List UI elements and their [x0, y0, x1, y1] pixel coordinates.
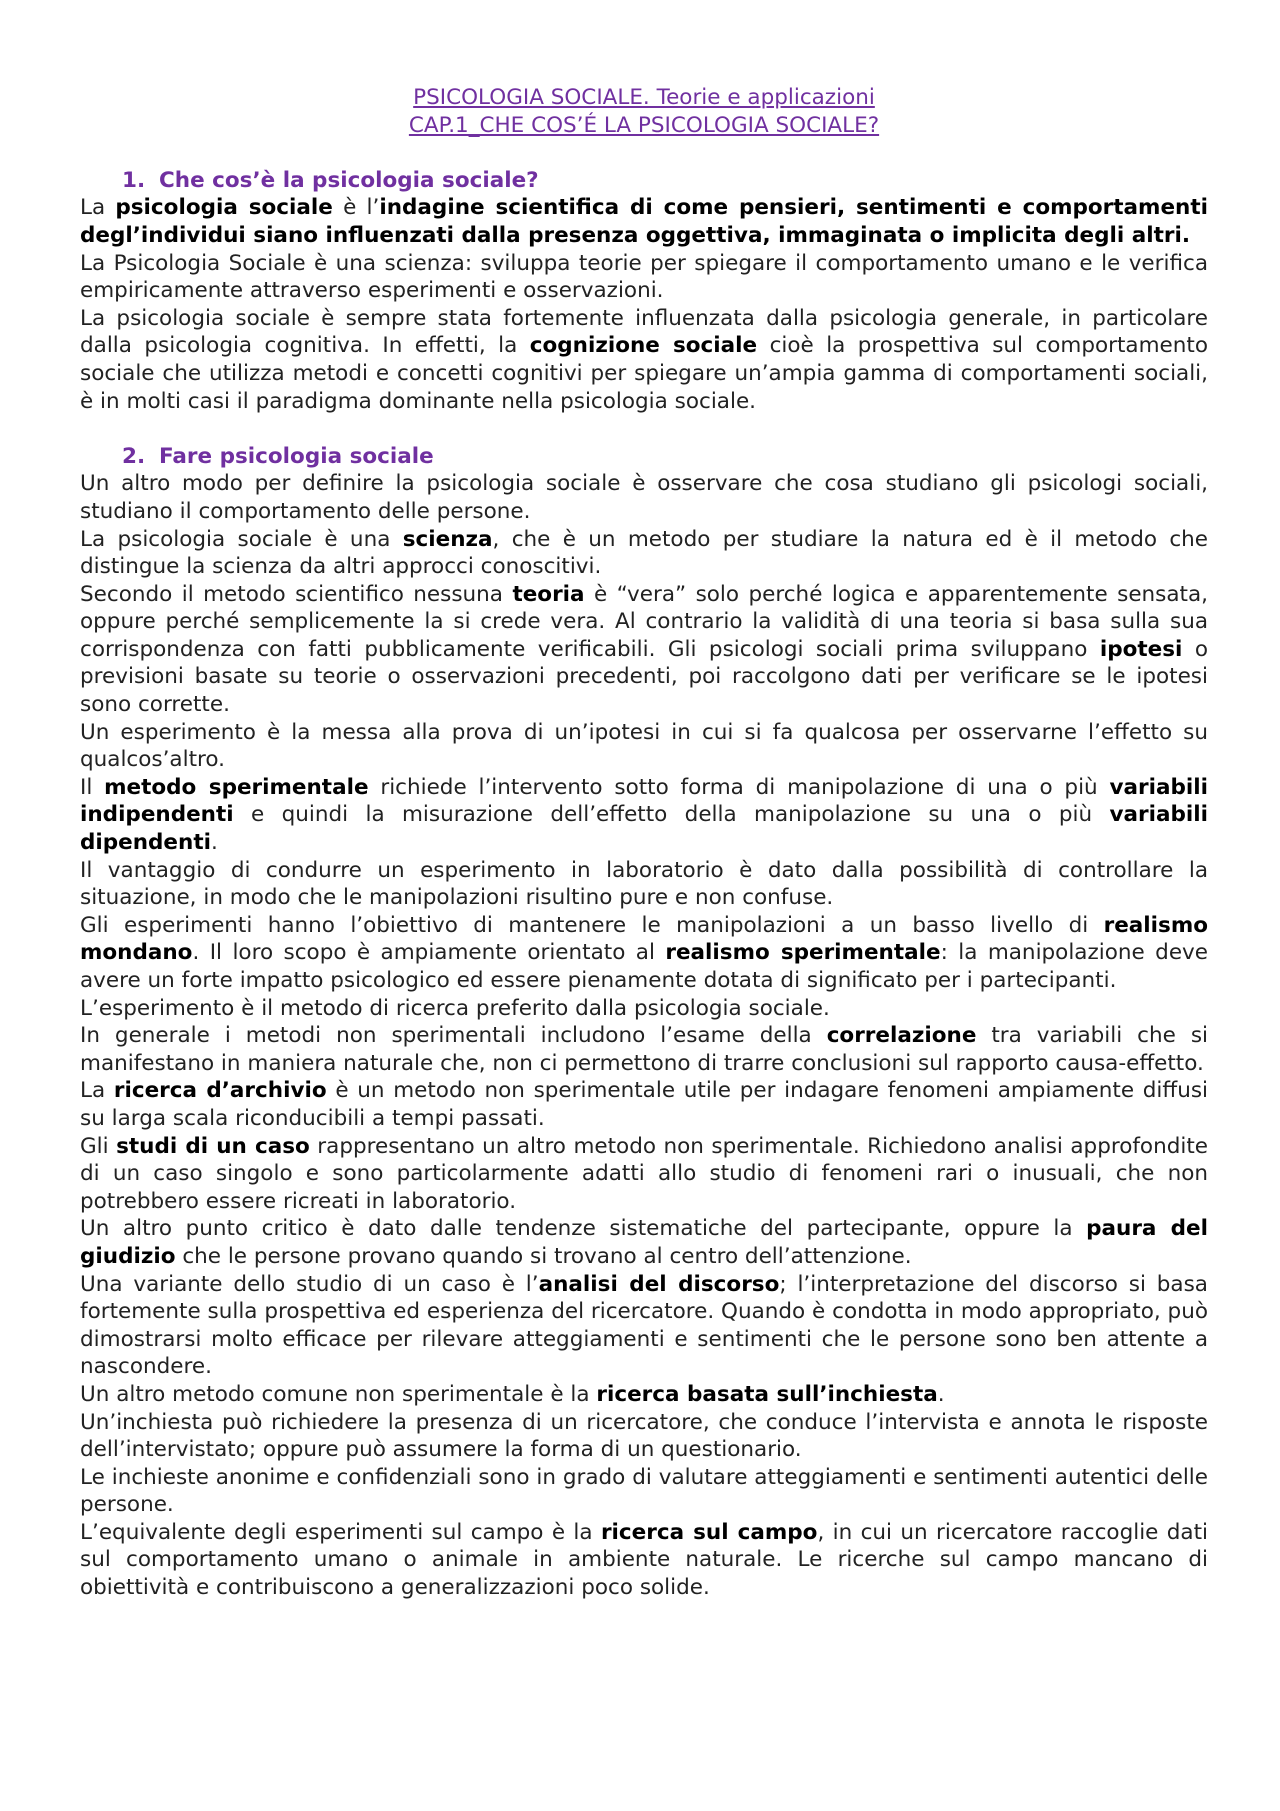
section-1-heading — [80, 167, 1208, 195]
section-1-title: Che cos’è la psicologia sociale? — [159, 167, 539, 193]
paragraph: La ricerca d’archivio è un metodo non sperimentale utile per indagare fenomeni ampiamente diffusi su larga scala riconducibili a tempi passati. — [80, 1078, 1208, 1131]
paragraph: La psicologia sociale è sempre stata fortemente influenzata dalla psicologia generale, in particolare dalla psicologia cognitiva. In effetti, la cognizione sociale cioè la prospettiva sul comportamento sociale che utilizza metodi e concetti cognitivi per spiegare un’ampia gamma di comportamenti sociali, è in molti casi il paradigma dominante nella psicologia sociale. — [80, 305, 1208, 414]
paragraph: Le inchieste anonime e confidenziali sono in grado di valutare atteggiamenti e sentimenti autentici delle persone. — [80, 1464, 1208, 1518]
paragraph: La psicologia sociale è l’indagine scientifica di come pensieri, sentimenti e comportamenti degl’individui siano influenzati dalla presenza oggettiva, immaginata o implicita degli altri. — [80, 195, 1208, 248]
paragraph: Un altro punto critico è dato dalle tendenze sistematiche del partecipante, oppure la paura del giudizio che le persone provano quando si trovano al centro dell’attenzione. — [80, 1216, 1208, 1269]
paragraph: Una variante dello studio di un caso è l’analisi del discorso; l’interpretazione del discorso si basa fortemente sulla prospettiva ed esperienza del ricercatore. Quando è condotta in modo appropriato, può dimostrarsi molto efficace per rilevare atteggiamenti e sentimenti che le persone sono ben attente a nascondere. — [80, 1271, 1208, 1380]
paragraph: Gli esperimenti hanno l’obiettivo di mantenere le manipolazioni a un basso livello di realismo mondano. Il loro scopo è ampiamente orientato al realismo sperimentale: la manipolazione deve avere un forte impatto psicologico ed essere pienamente dotata di significato per i partecipanti. — [80, 912, 1208, 993]
section-2-number: 2. — [122, 443, 146, 469]
book-title: PSICOLOGIA SOCIALE. Teorie e applicazioni — [413, 85, 875, 110]
paragraph: Un altro metodo comune non sperimentale è la ricerca basata sull’inchiesta. — [80, 1381, 945, 1407]
section-1-number: 1. — [122, 167, 146, 193]
paragraph: Un esperimento è la messa alla prova di un’ipotesi in cui si fa qualcosa per osservarne l’effetto su qualcos’altro. — [80, 719, 1208, 773]
paragraph: Il metodo sperimentale richiede l’intervento sotto forma di manipolazione di una o più variabili indipendenti e quindi la misurazione dell’effetto della manipolazione su una o più variabili dipendenti. — [80, 774, 1208, 856]
document-title — [80, 84, 1208, 139]
paragraph: Secondo il metodo scientifico nessuna teoria è “vera” solo perché logica e apparentemente sensata, oppure perché semplicemente la si crede vera. Al contrario la validità di una teoria si basa sulla sua corrispondenza con fatti pubblicamente verificabili. Gli psicologi sociali prima sviluppano ipotesi o previsioni basate su teorie o osservazioni precedenti, poi raccolgono dati per verificare se le ipotesi sono corrette. — [80, 581, 1208, 718]
paragraph: Gli studi di un caso rappresentano un altro metodo non sperimentale. Richiedono analisi approfondite di un caso singolo e sono particolarmente adatti allo studio di fenomeni rari o inusuali, che non potrebbero essere ricreati in laboratorio. — [80, 1133, 1208, 1214]
chapter-title: CAP.1_CHE COS’É LA PSICOLOGIA SOCIALE? — [408, 112, 880, 138]
paragraph: In generale i metodi non sperimentali includono l’esame della correlazione tra variabili che si manifestano in maniera naturale che, non ci permettono di trarre conclusioni sul rapporto causa-effetto. — [80, 1023, 1208, 1076]
section-2-title: Fare psicologia sociale — [159, 443, 434, 469]
section-2-heading — [80, 443, 1208, 471]
paragraph: L’equivalente degli esperimenti sul campo è la ricerca sul campo, in cui un ricercatore raccoglie dati sul comportamento umano o animale in ambiente naturale. Le ricerche sul campo mancano di obiettività e contribuiscono a generalizzazioni poco solide. — [80, 1519, 1209, 1601]
paragraph: La psicologia sociale è una scienza, che è un metodo per studiare la natura ed è il metodo che distingue la scienza da altri approcci conoscitivi. — [80, 526, 1208, 580]
paragraph: L’esperimento è il metodo di ricerca preferito dalla psicologia sociale. — [80, 995, 830, 1021]
paragraph: La Psicologia Sociale è una scienza: sviluppa teorie per spiegare il comportamento umano e le verifica empiricamente attraverso esperimenti e osservazioni. — [80, 250, 1208, 304]
paragraph: Un’inchiesta può richiedere la presenza di un ricercatore, che conduce l’intervista e annota le risposte dell’intervistato; oppure può assumere la forma di un questionario. — [80, 1409, 1208, 1463]
paragraph: Il vantaggio di condurre un esperimento in laboratorio è dato dalla possibilità di controllare la situazione, in modo che le manipolazioni risultino pure e non confuse. — [80, 857, 1208, 911]
document-page — [80, 84, 1208, 1602]
paragraph: Un altro modo per definire la psicologia sociale è osservare che cosa studiano gli psicologi sociali, studiano il comportamento delle persone. — [80, 471, 1208, 524]
